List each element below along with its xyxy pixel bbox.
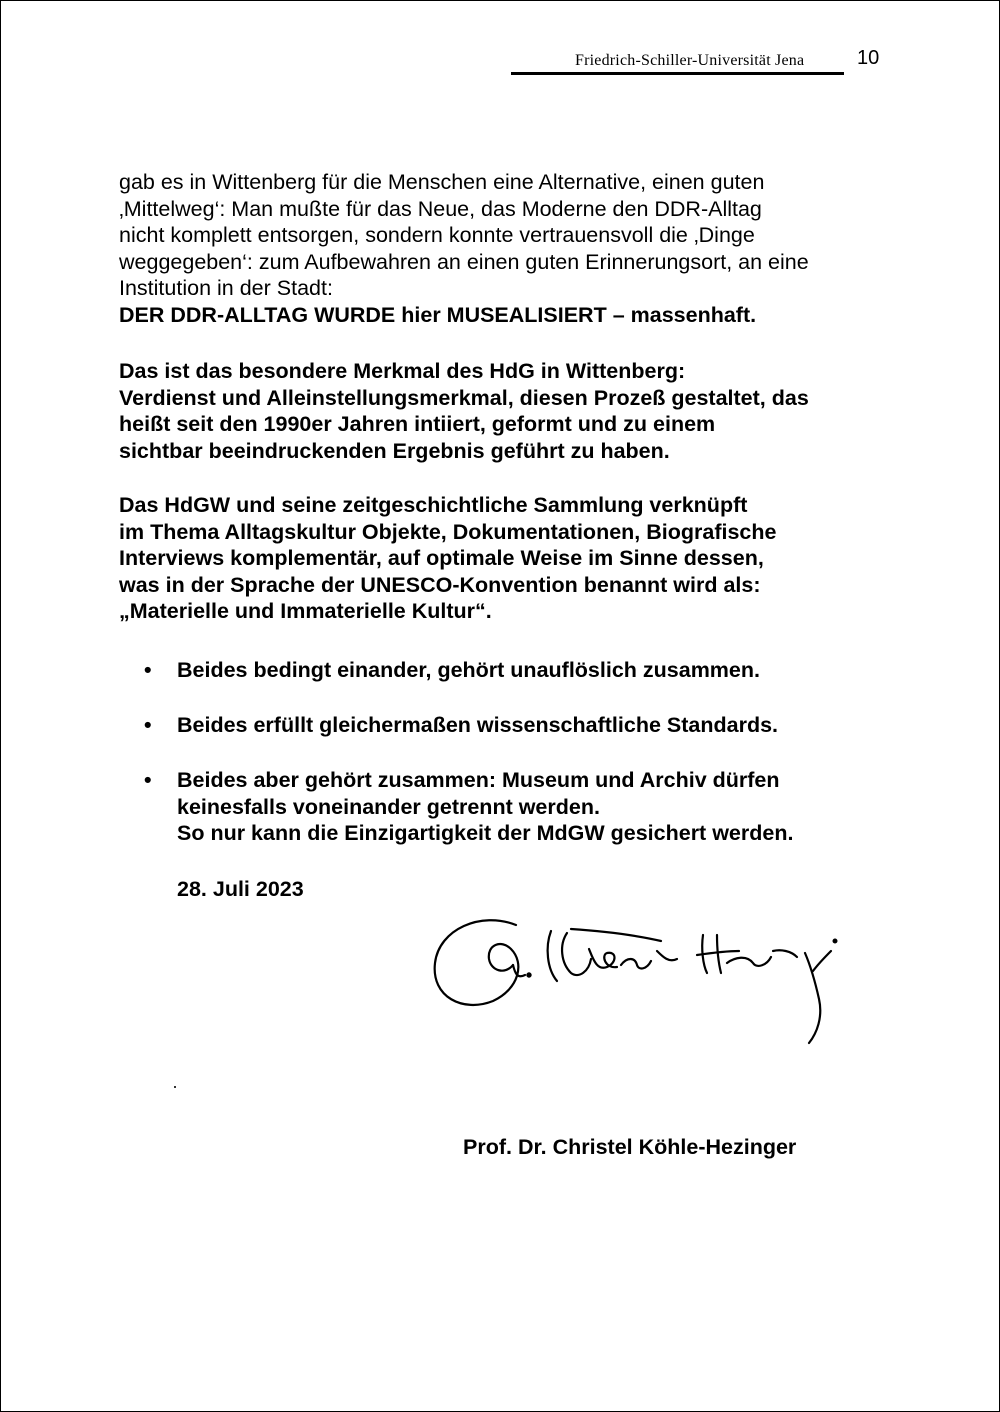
paragraph-line: „Materielle und Immaterielle Kultur“. xyxy=(119,599,492,623)
list-item-text xyxy=(177,767,793,847)
bullet-icon: • xyxy=(144,713,152,737)
handwritten-signature xyxy=(421,901,851,1051)
emphasis-line: DER DDR-ALLTAG WURDE hier MUSEALISIERT – massenhaft. xyxy=(119,302,757,327)
paragraph-line: im Thema Alltagskultur Objekte, Dokumentationen, Biografische xyxy=(119,519,777,544)
paragraph-3 xyxy=(119,492,776,625)
paragraph-line: heißt seit den 1990er Jahren intiiert, geformt und zu einem xyxy=(119,412,716,436)
list-item-line: Beides aber gehört zusammen: Museum und Archiv dürfen xyxy=(177,768,780,792)
scan-speck xyxy=(174,1086,176,1088)
paragraph-line: nicht komplett entsorgen, sondern konnte vertrauensvoll die ‚Dinge xyxy=(119,223,755,247)
paragraph-line: Interviews komplementär, auf optimale Weise im Sinne dessen, xyxy=(119,546,764,570)
signer-name: Prof. Dr. Christel Köhle-Hezinger xyxy=(463,1135,797,1159)
paragraph-line: was in der Sprache der UNESCO-Konvention benannt wird als: xyxy=(119,572,761,597)
header-rule xyxy=(511,72,844,75)
paragraph-line: Institution in der Stadt: xyxy=(119,276,333,300)
paragraph-2 xyxy=(119,358,809,464)
paragraph-line: Das HdGW und seine zeitgeschichtliche Sammlung verknüpft xyxy=(119,493,748,517)
paragraph-1 xyxy=(119,169,809,328)
list-item-line: keinesfalls voneinander getrennt werden. xyxy=(177,794,600,819)
page-number: 10 xyxy=(857,47,880,69)
date: 28. Juli 2023 xyxy=(177,877,304,901)
bullet-icon: • xyxy=(144,768,152,792)
paragraph-line: weggegeben‘: zum Aufbewahren an einen guten Erinnerungsort, an eine xyxy=(119,249,809,274)
paragraph-line: Das ist das besondere Merkmal des HdG in Wittenberg: xyxy=(119,359,686,383)
bullet-icon: • xyxy=(144,658,152,682)
list-item-text: Beides bedingt einander, gehört unauflöslich zusammen. xyxy=(177,658,760,682)
paragraph-line: Verdienst und Alleinstellungsmerkmal, diesen Prozeß gestaltet, das xyxy=(119,385,809,410)
header-institution: Friedrich-Schiller-Universität Jena xyxy=(575,52,805,69)
paragraph-line: ‚Mittelweg‘: Man mußte für das Neue, das Moderne den DDR-Alltag xyxy=(119,196,762,221)
paragraph-line: sichtbar beeindruckenden Ergebnis geführt zu haben. xyxy=(119,438,670,463)
paragraph-line: gab es in Wittenberg für die Menschen eine Alternative, einen guten xyxy=(119,170,765,194)
list-item-text: Beides erfüllt gleichermaßen wissenschaftliche Standards. xyxy=(177,713,779,737)
list-item-line: So nur kann die Einzigartigkeit der MdGW gesichert werden. xyxy=(177,821,794,845)
